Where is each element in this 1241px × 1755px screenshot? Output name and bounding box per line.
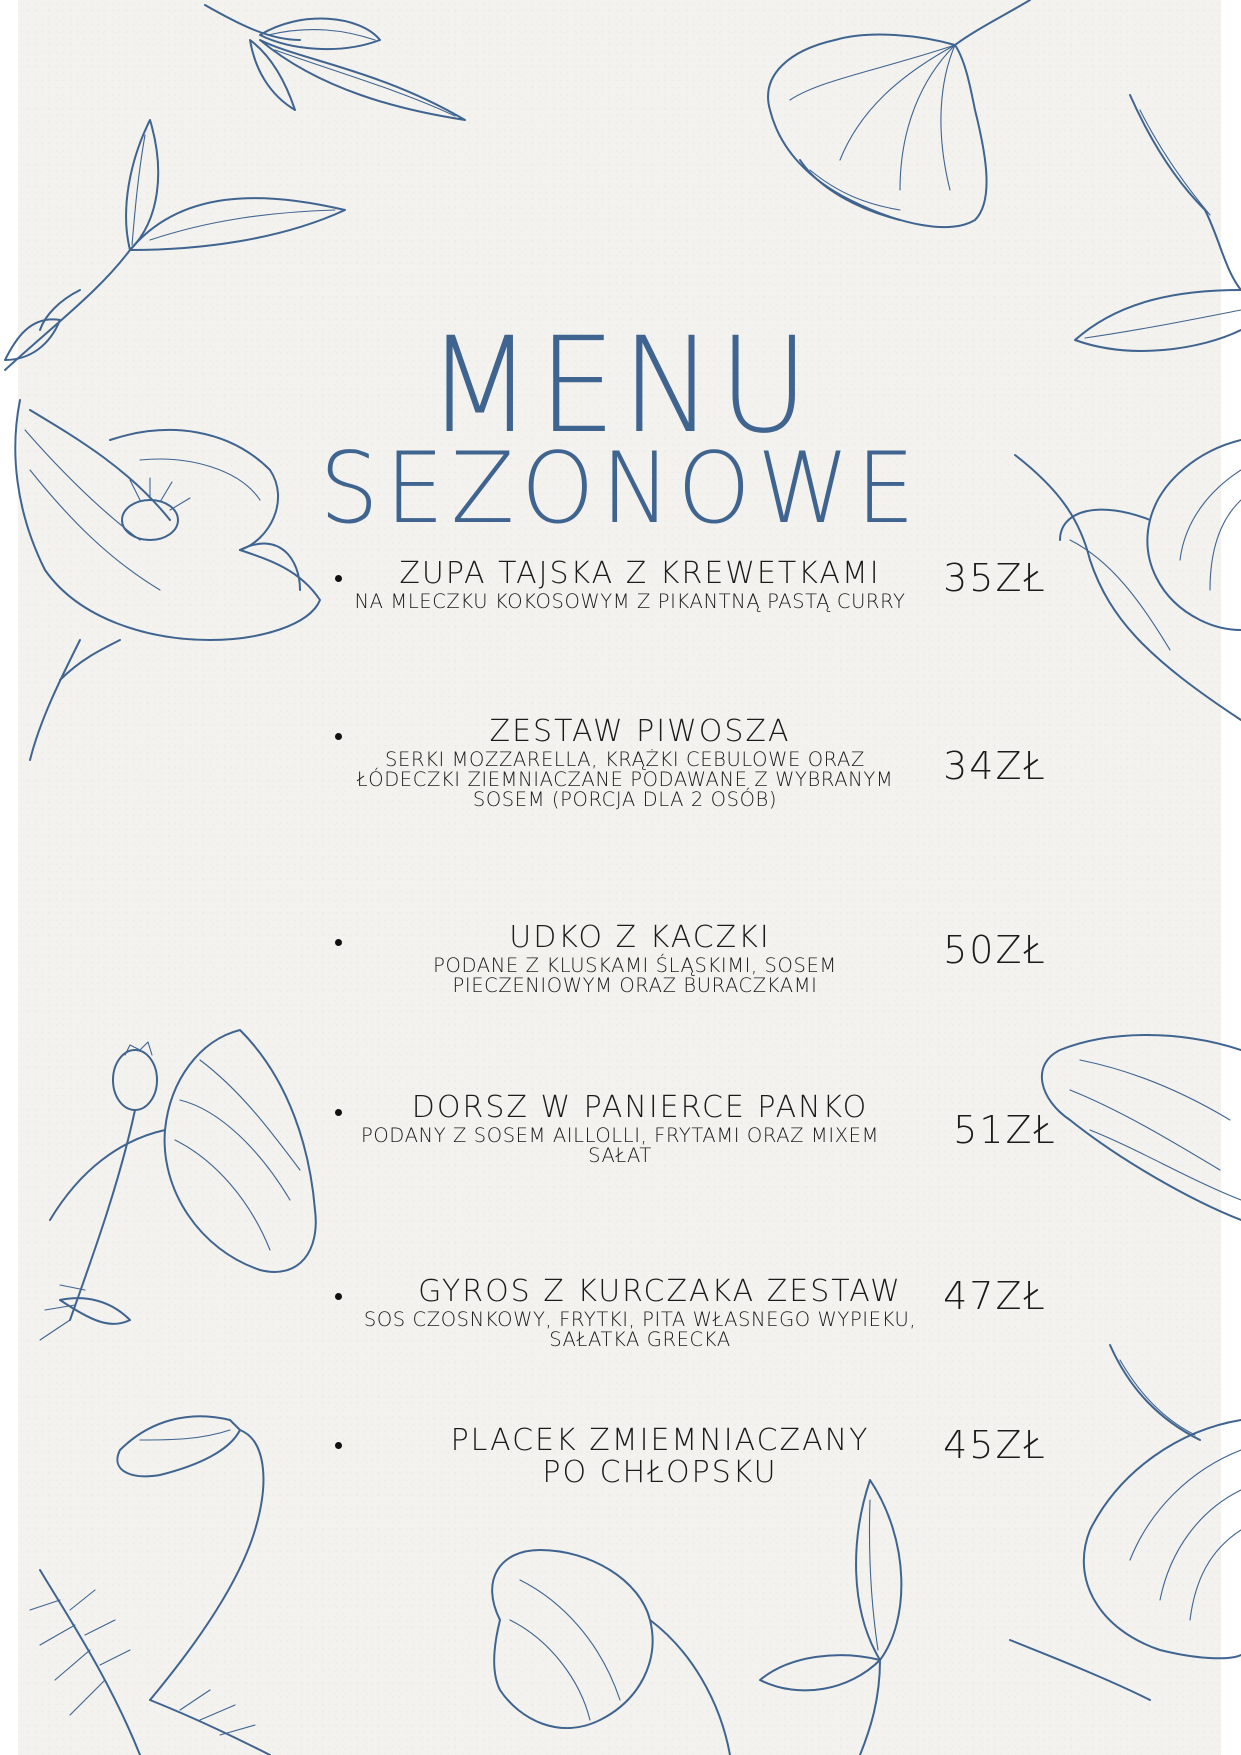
item-price: 35ZŁ: [943, 556, 1047, 600]
item-description: PODANY Z SOSEM AILLOLLI, FRYTAMI ORAZ MIXEM SAŁAT: [361, 1124, 879, 1167]
menu-subtitle: SEZONOWE: [319, 432, 922, 546]
item-description: SERKI MOZZARELLA, KRĄŻKI CEBULOWE ORAZ ŁÓDECZKI ZIEMNIACZANE PODAWANE Z WYBRANYM SOSEM (PORCJA DLA 2 OSÓB): [356, 748, 894, 811]
item-name: GYROS Z KURCZAKA ZESTAW: [418, 1274, 902, 1309]
menu-page: [18, 0, 1221, 1755]
item-name: PLACEK ZMIEMNIACZANY PO CHŁOPSKU: [450, 1423, 870, 1490]
item-description: SOS CZOSNKOWY, FRYTKI, PITA WŁASNEGO WYPIEKU, SAŁATKA GRECKA: [363, 1308, 917, 1351]
item-price: 34ZŁ: [943, 744, 1047, 788]
item-price: 45ZŁ: [943, 1423, 1047, 1467]
item-name: DORSZ W PANIERCE PANKO: [411, 1090, 869, 1125]
item-name: ZUPA TAJSKA Z KREWETKAMI: [399, 556, 881, 591]
item-description: PODANE Z KLUSKAMI ŚLĄSKIMI, SOSEM PIECZENIOWYM ORAZ BURACZKAMI: [433, 954, 837, 997]
menu-title: MENU: [426, 309, 815, 463]
item-price: 51ZŁ: [953, 1108, 1057, 1152]
bullet: [335, 1293, 342, 1300]
item-name: ZESTAW PIWOSZA: [489, 714, 791, 749]
item-price: 47ZŁ: [943, 1274, 1047, 1318]
item-name: UDKO Z KACZKI: [509, 920, 771, 955]
item-price: 50ZŁ: [943, 928, 1047, 972]
bullet: [335, 1442, 342, 1449]
item-description: NA MLECZKU KOKOSOWYM Z PIKANTNĄ PASTĄ CURRY: [354, 590, 906, 613]
